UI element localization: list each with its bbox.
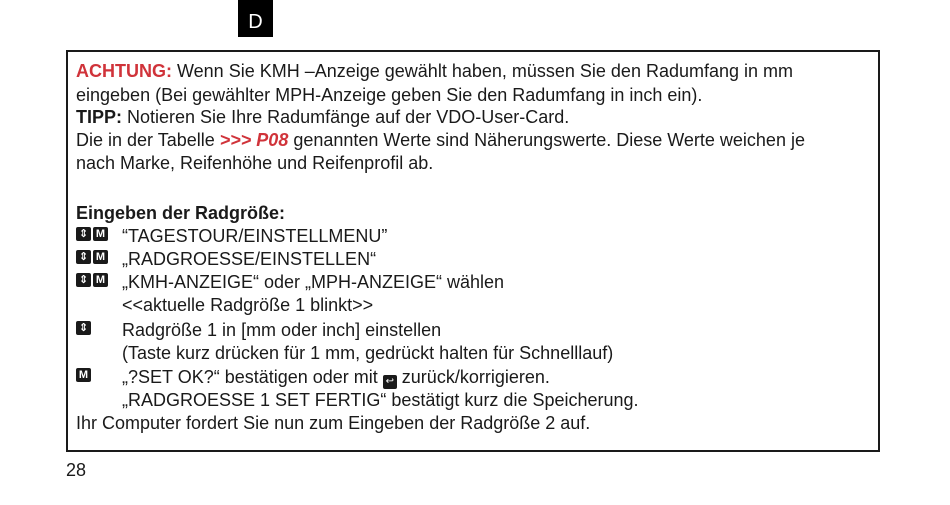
table-text-2: nach Marke, Reifenhöhe und Reifenprofil ab. (76, 153, 434, 173)
step2-text: „RADGROESSE/EINSTELLEN“ (122, 249, 377, 269)
language-tab: D (238, 0, 273, 37)
section-heading: Eingeben der Radgröße: (76, 203, 286, 223)
step5-note: „RADGROESSE 1 SET FERTIG“ bestätigt kurz die Speicherung. (122, 390, 639, 410)
warning-text-2: eingeben (Bei gewählter MPH-Anzeige geben Sie den Radumfang in inch ein). (76, 85, 703, 105)
warning-line (76, 60, 793, 83)
step4-note: (Taste kurz drücken für 1 mm, gedrückt halten für Schnelllauf) (122, 343, 614, 363)
closing-text: Ihr Computer fordert Sie nun zum Eingeben der Radgröße 2 auf. (76, 413, 591, 433)
page-number: 28 (66, 460, 87, 480)
updown-icon: ⇕ (76, 321, 91, 335)
step3-text: „KMH-ANZEIGE“ oder „MPH-ANZEIGE“ wählen (122, 272, 505, 292)
warning-label: ACHTUNG: (76, 61, 172, 81)
step3-icons (76, 271, 108, 289)
tip-text: Notieren Sie Ihre Radumfänge auf der VDO-User-Card. (122, 107, 570, 127)
table-line (76, 129, 805, 152)
step1-text: “TAGESTOUR/EINSTELLMENU” (122, 226, 388, 246)
table-text-after: genannten Werte sind Näherungswerte. Diese Werte weichen je (288, 130, 805, 150)
updown-icon: ⇕ (76, 273, 91, 287)
back-icon: ↩ (383, 375, 397, 389)
step5-icons (76, 366, 91, 384)
step4-text: Radgröße 1 in [mm oder inch] einstellen (122, 320, 442, 340)
step5-text-before: „?SET OK?“ bestätigen oder mit (122, 367, 383, 387)
mode-icon: M (93, 250, 108, 264)
mode-icon: M (93, 273, 108, 287)
mode-icon: M (93, 227, 108, 241)
step5-text (122, 366, 550, 389)
updown-icon: ⇕ (76, 250, 91, 264)
mode-icon: M (76, 368, 91, 382)
step2-icons (76, 248, 108, 266)
updown-icon: ⇕ (76, 227, 91, 241)
step5-text-after: zurück/korrigieren. (396, 367, 550, 387)
step3-note: <<aktuelle Radgröße 1 blinkt>> (122, 295, 374, 315)
tip-label: TIPP: (76, 107, 123, 127)
table-text-before: Die in der Tabelle (76, 130, 220, 150)
table-reference-link[interactable]: >>> P08 (219, 130, 289, 150)
tip-line (76, 106, 569, 129)
warning-text: Wenn Sie KMH –Anzeige gewählt haben, müssen Sie den Radumfang in mm (172, 61, 794, 81)
step1-icons (76, 225, 108, 243)
step4-icons (76, 319, 91, 337)
